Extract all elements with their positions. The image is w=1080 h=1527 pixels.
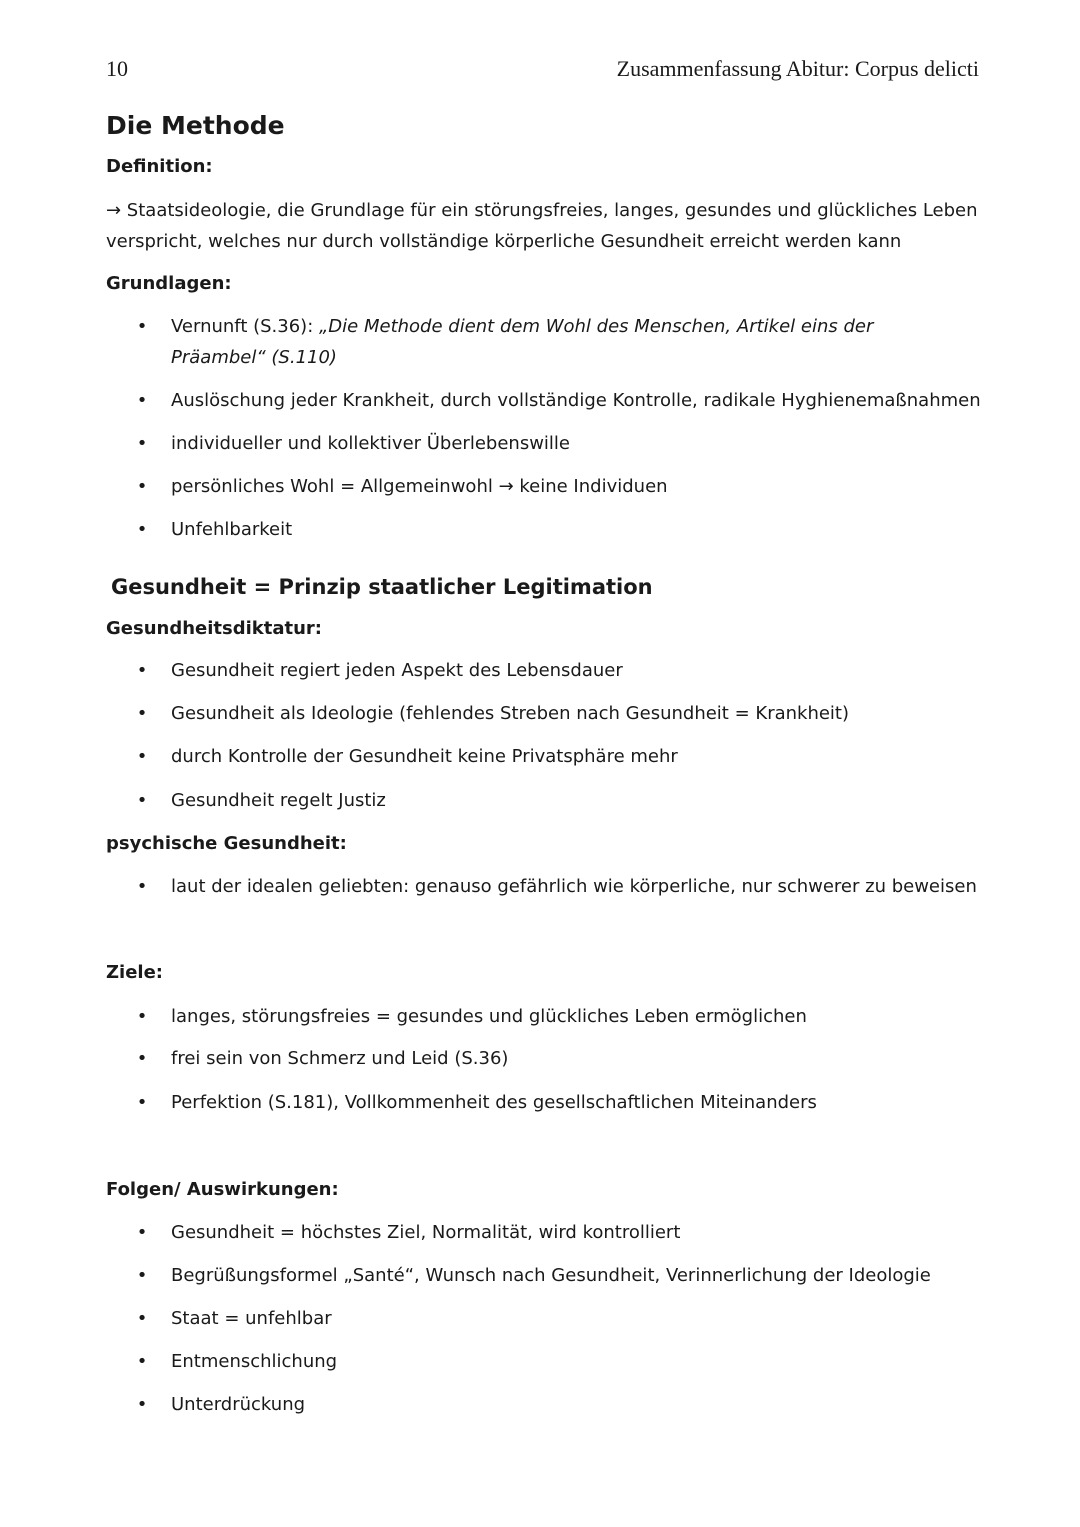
diktatur-item-text: durch Kontrolle der Gesundheit keine Privatsphäre mehr: [171, 746, 678, 767]
ziele-item-text: frei sein von Schmerz und Leid (S.36): [171, 1048, 509, 1069]
bullet-icon: •: [136, 390, 148, 411]
diktatur-item-text: Gesundheit regelt Justiz: [171, 790, 386, 811]
bullet-icon: •: [136, 1351, 148, 1372]
list-item: [0, 1260, 1080, 1291]
list-item: [0, 785, 1080, 816]
psychisch-item-text: laut der idealen geliebten: genauso gefährlich wie körperliche, nur schwerer zu beweisen: [171, 876, 977, 897]
diktatur-item-text: Gesundheit als Ideologie (fehlendes Streben nach Gesundheit = Krankheit): [171, 703, 850, 724]
ziele-item-text: langes, störungsfreies = gesundes und glückliches Leben ermöglichen: [171, 1006, 807, 1027]
bullet-icon: •: [136, 876, 148, 897]
grundlagen-item-text: individueller und kollektiver Überlebenswille: [171, 433, 570, 454]
folgen-label: Folgen/ Auswirkungen:: [106, 1179, 339, 1200]
section-title-gesundheit: Gesundheit = Prinzip staatlicher Legitimation: [111, 575, 653, 599]
list-item: [0, 871, 1080, 902]
list-item: [0, 1389, 1080, 1420]
bullet-icon: •: [136, 433, 148, 454]
ziele-label: Ziele:: [106, 962, 164, 983]
folgen-item-text: Gesundheit = höchstes Ziel, Normalität, wird kontrolliert: [171, 1222, 681, 1243]
section-title-methode: Die Methode: [106, 111, 285, 140]
folgen-item-text: Staat = unfehlbar: [171, 1308, 332, 1329]
folgen-item-text: Unterdrückung: [171, 1394, 306, 1415]
list-item: [0, 1303, 1080, 1334]
diktatur-item-text: Gesundheit regiert jeden Aspekt des Lebensdauer: [171, 660, 623, 681]
list-item: [0, 471, 1080, 502]
bullet-icon: •: [136, 1048, 148, 1069]
list-item: [0, 1001, 1080, 1032]
bullet-icon: •: [136, 519, 148, 540]
list-item: [0, 1217, 1080, 1248]
bullet-icon: •: [136, 1265, 148, 1286]
list-item: [0, 698, 1080, 729]
bullet-icon: •: [136, 1308, 148, 1329]
grundlagen-item-text: Auslöschung jeder Krankheit, durch vollständige Kontrolle, radikale Hyghienemaßnahmen: [171, 390, 981, 411]
grundlagen-item-text: Unfehlbarkeit: [171, 519, 293, 540]
list-item: [0, 1087, 1080, 1118]
list-item: [0, 428, 1080, 459]
grundlagen-item-text: Vernunft (S.36):: [171, 316, 319, 337]
bullet-icon: •: [136, 476, 148, 497]
grundlagen-item-text: persönliches Wohl = Allgemeinwohl → keine Individuen: [171, 476, 668, 497]
list-item: [0, 1043, 1080, 1074]
folgen-item-text: Begrüßungsformel „Santé“, Wunsch nach Gesundheit, Verinnerlichung der Ideologie: [171, 1265, 931, 1286]
bullet-icon: •: [136, 1006, 148, 1027]
grundlagen-label: Grundlagen:: [106, 273, 232, 294]
list-item: [0, 385, 1080, 416]
bullet-icon: •: [136, 660, 148, 681]
list-item: [0, 311, 1080, 373]
psychisch-label: psychische Gesundheit:: [106, 833, 347, 854]
folgen-item-text: Entmenschlichung: [171, 1351, 338, 1372]
page-number: 10: [106, 56, 128, 81]
bullet-icon: •: [136, 1222, 148, 1243]
list-item: [0, 514, 1080, 545]
bullet-icon: •: [136, 1394, 148, 1415]
definition-label: Definition:: [106, 156, 213, 177]
ziele-item-text: Perfektion (S.181), Vollkommenheit des gesellschaftlichen Miteinanders: [171, 1092, 817, 1113]
bullet-icon: •: [136, 703, 148, 724]
definition-text: → Staatsideologie, die Grundlage für ein störungsfreies, langes, gesundes und glückliches Leben verspricht, welches nur durch vollständige körperliche Gesundheit erreicht werden kann: [106, 200, 978, 252]
list-item: [0, 741, 1080, 772]
bullet-icon: •: [136, 1092, 148, 1113]
list-item: [0, 655, 1080, 686]
bullet-icon: •: [136, 746, 148, 767]
list-item: [0, 1346, 1080, 1377]
diktatur-label: Gesundheitsdiktatur:: [106, 618, 322, 639]
running-header: Zusammenfassung Abitur: Corpus delicti: [616, 56, 979, 81]
grundlagen-item-quote: „Die Methode dient dem Wohl des Menschen, Artikel eins der Präambel“ (S.110): [171, 316, 874, 368]
bullet-icon: •: [136, 316, 148, 337]
bullet-icon: •: [136, 790, 148, 811]
